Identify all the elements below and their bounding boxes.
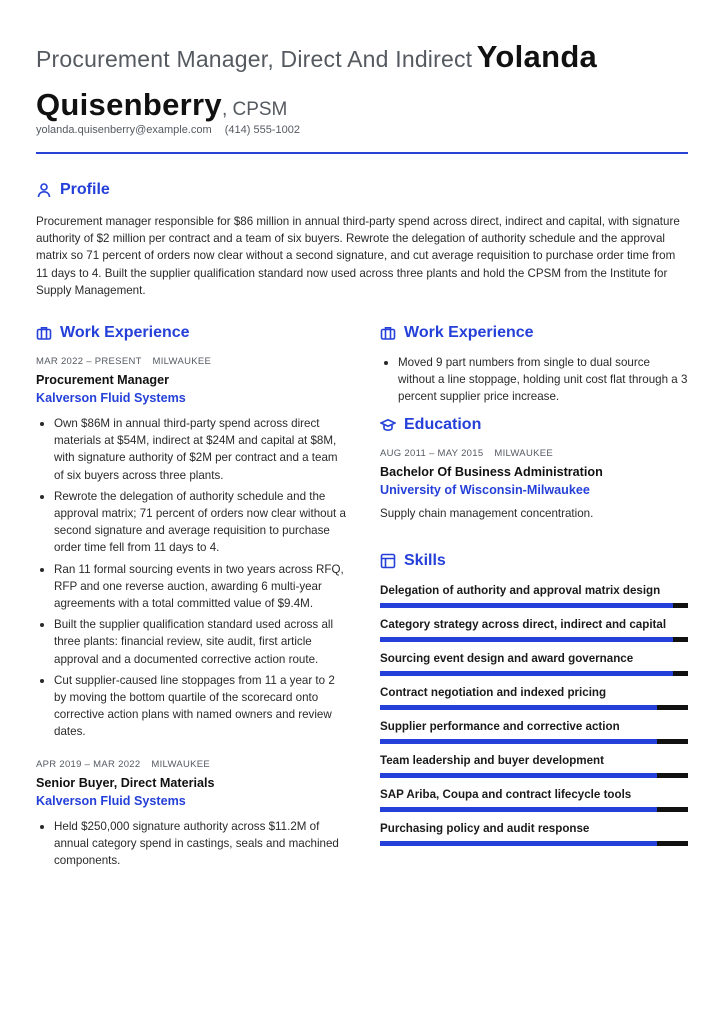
- skill-bar-fill: [380, 705, 657, 710]
- skill-name: Contract negotiation and indexed pricing: [380, 685, 607, 699]
- skill-item: [380, 686, 688, 710]
- skill-bar-track: [380, 603, 688, 608]
- bullet-item: Built the supplier qualification standard used across all three plants: financial review, site audit, first article approval and a documented corrective action route.: [36, 616, 348, 668]
- experience-heading: [36, 324, 348, 342]
- skill-bar-fill: [380, 671, 673, 676]
- skills-heading: [380, 552, 688, 570]
- experience-title: Work Experience: [404, 324, 534, 341]
- job-meta: [36, 759, 348, 770]
- skill-bar-fill: [380, 739, 657, 744]
- skill-name: Sourcing event design and award governance: [380, 651, 634, 665]
- skill-name: Purchasing policy and audit response: [380, 821, 590, 835]
- layout-grid-icon: [380, 553, 396, 569]
- skill-bar-track: [380, 739, 688, 744]
- job-location: MILWAUKEE: [151, 758, 211, 770]
- school-name: University of Wisconsin-Milwaukee: [380, 482, 590, 497]
- education-heading: [380, 416, 688, 434]
- headline: [36, 36, 688, 132]
- skill-item: [380, 584, 688, 608]
- job-meta: [36, 356, 348, 367]
- profile-title: Profile: [60, 181, 110, 198]
- skill-bar-fill: [380, 807, 657, 812]
- briefcase-icon: [36, 325, 52, 341]
- job-bullets-continued: [380, 354, 688, 406]
- job-entry: [36, 356, 348, 741]
- skill-bar-fill: [380, 637, 673, 642]
- skill-bar-track: [380, 671, 688, 676]
- bullet-item: Held $250,000 signature authority across $11.2M of annual category spend in castings, seals and machined components.: [36, 818, 348, 870]
- education-note: Supply chain management concentration.: [380, 506, 594, 520]
- skill-bar-fill: [380, 773, 657, 778]
- job-title: Senior Buyer, Direct Materials: [36, 775, 215, 790]
- job-bullets: [36, 415, 348, 741]
- company-name: Kalverson Fluid Systems: [36, 391, 186, 405]
- bullet-item: Cut supplier-caused line stoppages from 11 a year to 2 by moving the bottom quartile of the scorecard onto corrective action plans with named owners and review dates.: [36, 672, 348, 741]
- experience-continued-heading: [380, 324, 688, 342]
- education-meta: [380, 448, 688, 459]
- education-title: Education: [404, 415, 482, 433]
- skill-item: [380, 618, 688, 642]
- skill-item: [380, 822, 688, 846]
- left-column: [36, 324, 348, 873]
- skill-bar-track: [380, 637, 688, 642]
- skill-bar-track: [380, 773, 688, 778]
- education-location: MILWAUKEE: [494, 447, 554, 459]
- skill-name: Supplier performance and corrective action: [380, 719, 620, 733]
- job-location: MILWAUKEE: [152, 356, 212, 367]
- right-column: [380, 324, 688, 846]
- skill-bar-track: [380, 841, 688, 846]
- bullet-item: Moved 9 part numbers from single to dual source without a line stoppage, holding unit cost flat through a 3 percent supplier price increase.: [380, 354, 688, 406]
- skill-item: [380, 720, 688, 744]
- job-headline: Procurement Manager, Direct And Indirect: [36, 46, 473, 72]
- skill-item: [380, 788, 688, 812]
- email-link[interactable]: yolanda.quisenberry@example.com: [36, 124, 212, 136]
- resume-header: [36, 36, 688, 132]
- credential-suffix: , CPSM: [221, 99, 288, 120]
- bullet-item: Own $86M in annual third-party spend across direct materials at $54M, indirect at $24M and capital at $8M, with signature authority of $2M per contract and a team of six buyers across three plants.: [36, 415, 348, 484]
- person-icon: [36, 182, 52, 198]
- degree-name: Bachelor Of Business Administration: [380, 464, 603, 479]
- phone-number: (414) 555-1002: [224, 124, 300, 136]
- header-divider: [36, 152, 688, 154]
- job-dates: APR 2019 – MAR 2022: [36, 758, 141, 770]
- skill-name: Team leadership and buyer development: [380, 753, 604, 767]
- first-name: Yolanda: [476, 39, 598, 74]
- last-name: Quisenberry: [36, 87, 222, 122]
- job-title: Procurement Manager: [36, 373, 169, 387]
- company-name: Kalverson Fluid Systems: [36, 793, 186, 808]
- contact-line: [36, 124, 310, 136]
- skills-list: [380, 584, 688, 846]
- briefcase-icon: [380, 325, 396, 341]
- skill-name: Category strategy across direct, indirect and capital: [380, 617, 667, 631]
- education-dates: AUG 2011 – MAY 2015: [380, 447, 484, 459]
- bullet-item: Ran 11 formal sourcing events in two years across RFQ, RFP and one reverse auction, awarding 6 multi-year agreements with a total committed value of $9.4M.: [36, 561, 348, 613]
- profile-heading: [36, 181, 110, 199]
- skill-item: [380, 754, 688, 778]
- bullet-item: Rewrote the delegation of authority schedule and the approval matrix; 71 percent of orders now clear without a second signature and average requisition to purchase order time fell from 11 days to 4.: [36, 488, 348, 557]
- graduation-cap-icon: [380, 417, 396, 433]
- job-entry: [36, 759, 348, 870]
- profile-summary: Procurement manager responsible for $86 million in annual third-party spend across direct, indirect and capital, with signature authority of $2 million per contract and a team of six buyers. Rewrote the delegation of authority schedule and the approval matrix so 71 percent of orders now clear without a second signature, and cut average requisition to purchase order time from 11 days to 4. Built the supplier qualification standard now used across three plants and hold the CPSM from the Institute for Supply Management.: [36, 215, 680, 297]
- job-bullets: [36, 818, 348, 870]
- experience-title: Work Experience: [60, 324, 190, 341]
- skill-name: SAP Ariba, Coupa and contract lifecycle tools: [380, 787, 632, 801]
- skill-bar-fill: [380, 603, 673, 608]
- skill-bar-track: [380, 705, 688, 710]
- skills-title: Skills: [404, 551, 446, 569]
- job-dates: MAR 2022 – PRESENT: [36, 356, 142, 367]
- skill-name: Delegation of authority and approval matrix design: [380, 583, 661, 597]
- skill-item: [380, 652, 688, 676]
- skill-bar-track: [380, 807, 688, 812]
- skill-bar-fill: [380, 841, 657, 846]
